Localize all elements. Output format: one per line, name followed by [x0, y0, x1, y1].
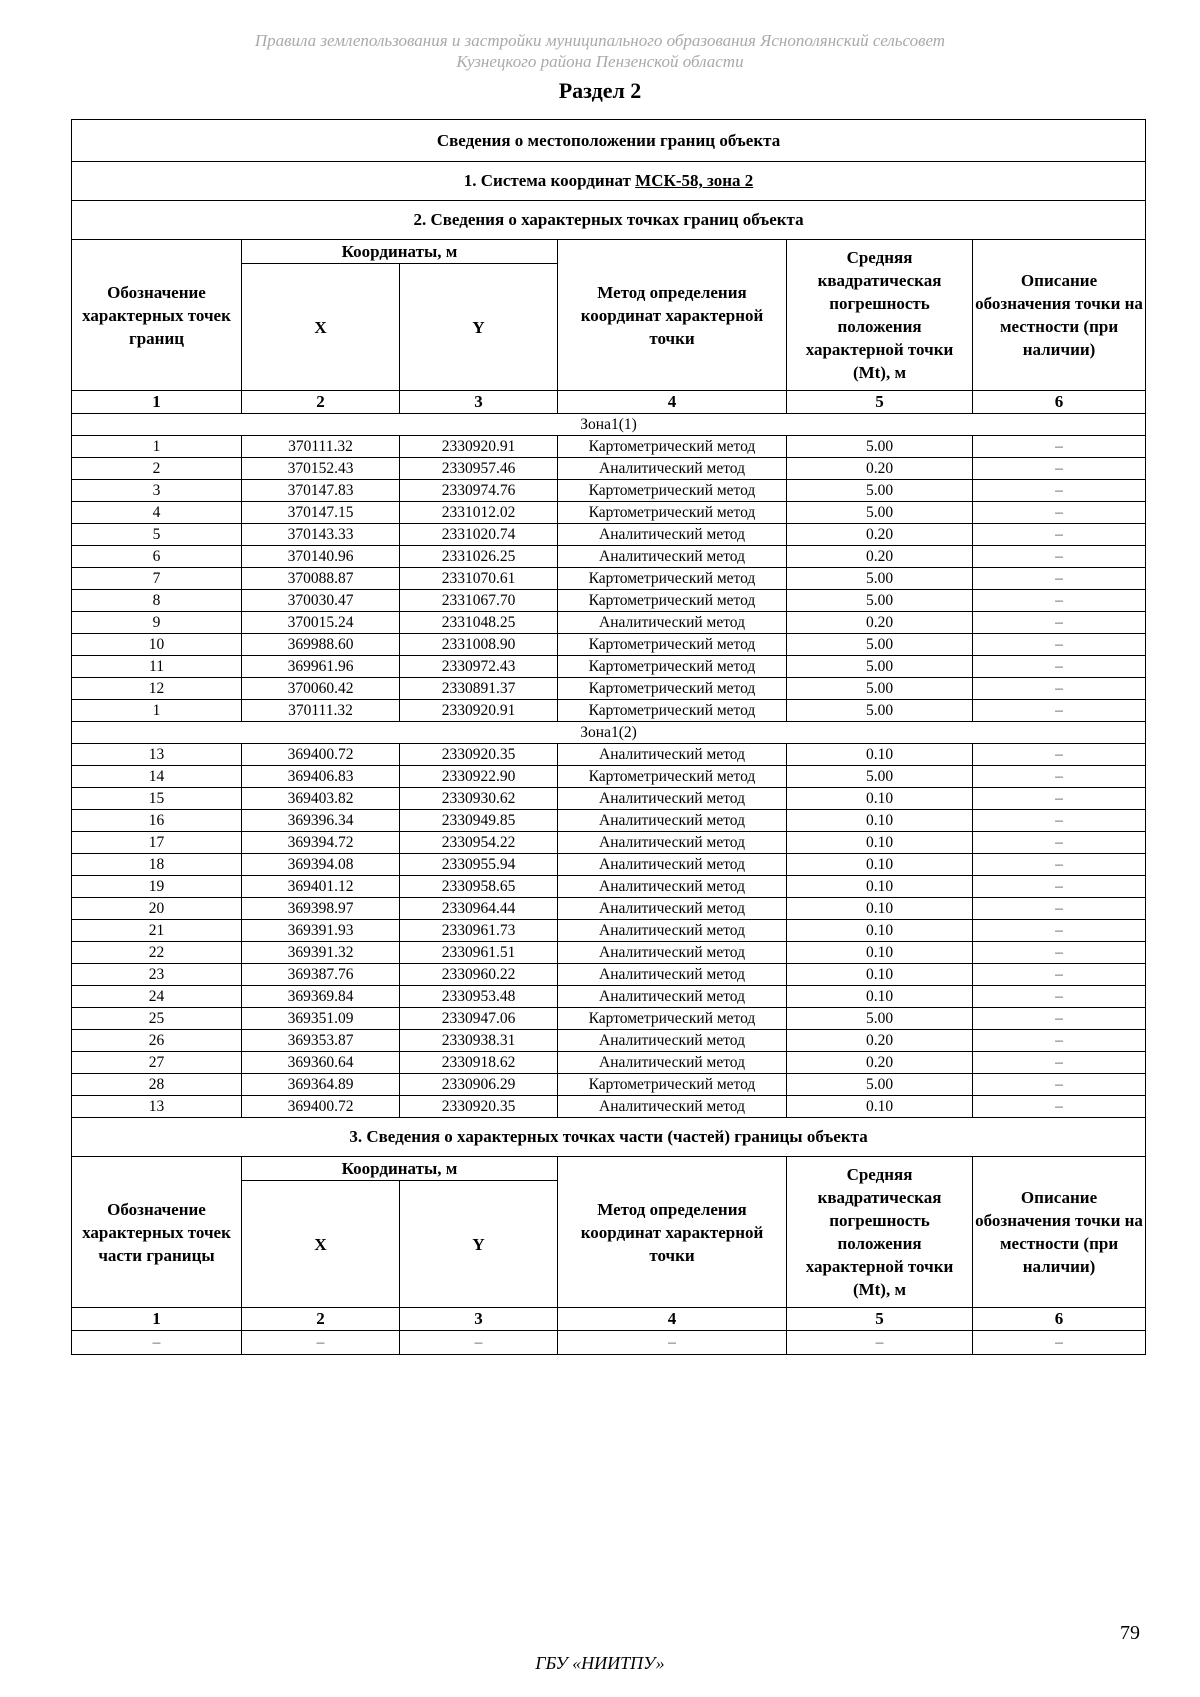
- table-row: [72, 458, 1146, 480]
- coord-y: 2331067.70: [400, 590, 558, 612]
- col-header-error: [787, 240, 973, 391]
- table-row: [72, 854, 1146, 876]
- error-value: 0.20: [787, 612, 973, 634]
- point-number: 11: [72, 656, 242, 678]
- point-number: 23: [72, 964, 242, 986]
- point-number: 14: [72, 766, 242, 788]
- table-row: [72, 524, 1146, 546]
- error-value: 5.00: [787, 436, 973, 458]
- part3-col-header-x: X: [242, 1181, 400, 1308]
- part3-cell: –: [72, 1331, 242, 1355]
- point-number: 28: [72, 1074, 242, 1096]
- coord-y: 2330938.31: [400, 1030, 558, 1052]
- point-number: 3: [72, 480, 242, 502]
- table-row: [72, 1030, 1146, 1052]
- coord-x: 370088.87: [242, 568, 400, 590]
- error-value: 0.10: [787, 854, 973, 876]
- coord-y: 2330918.62: [400, 1052, 558, 1074]
- coord-x: 369387.76: [242, 964, 400, 986]
- coord-y: 2331008.90: [400, 634, 558, 656]
- coord-x: 369369.84: [242, 986, 400, 1008]
- method: Аналитический метод: [558, 458, 787, 480]
- point-number: 26: [72, 1030, 242, 1052]
- error-value: 0.10: [787, 744, 973, 766]
- part3-col-header-method: Метод определения координат характерной точки: [558, 1157, 787, 1308]
- point-number: 13: [72, 744, 242, 766]
- part3-table-row: [72, 1331, 1146, 1355]
- header-line-2: Кузнецкого района Пензенской области: [456, 52, 744, 71]
- part3-cell: –: [400, 1331, 558, 1355]
- column-number: 4: [558, 391, 787, 414]
- error-value: 0.10: [787, 832, 973, 854]
- table-row: [72, 678, 1146, 700]
- description: –: [973, 502, 1146, 524]
- coord-x: 369391.32: [242, 942, 400, 964]
- description: –: [973, 524, 1146, 546]
- method: Картометрический метод: [558, 700, 787, 722]
- column-number: 3: [400, 1308, 558, 1331]
- part3-title: 3. Сведения о характерных точках части (частей) границы объекта: [72, 1118, 1146, 1157]
- coord-x: 370015.24: [242, 612, 400, 634]
- method: Аналитический метод: [558, 546, 787, 568]
- coord-x: 370143.33: [242, 524, 400, 546]
- zone-row: [72, 722, 1146, 744]
- coord-y: 2330964.44: [400, 898, 558, 920]
- description: –: [973, 1030, 1146, 1052]
- point-number: 22: [72, 942, 242, 964]
- coord-x: 370147.15: [242, 502, 400, 524]
- error-value: 5.00: [787, 590, 973, 612]
- coord-x: 369403.82: [242, 788, 400, 810]
- method: Аналитический метод: [558, 1096, 787, 1118]
- error-value: 0.10: [787, 898, 973, 920]
- document-header: [0, 30, 1200, 72]
- description: –: [973, 1008, 1146, 1030]
- part3-column-number-row: [72, 1308, 1146, 1331]
- description: –: [973, 942, 1146, 964]
- method: Аналитический метод: [558, 854, 787, 876]
- method: Картометрический метод: [558, 766, 787, 788]
- col-header-designation: Обозначение характерных точек границ: [72, 240, 242, 391]
- part2-title: 2. Сведения о характерных точках границ объекта: [72, 201, 1146, 240]
- error-value: 5.00: [787, 480, 973, 502]
- boundary-table: [71, 119, 1146, 1355]
- part2-title-row: [72, 201, 1146, 240]
- coord-y: 2330957.46: [400, 458, 558, 480]
- method: Картометрический метод: [558, 678, 787, 700]
- coord-x: 370111.32: [242, 700, 400, 722]
- point-number: 2: [72, 458, 242, 480]
- coord-y: 2330974.76: [400, 480, 558, 502]
- part3-col-header-error: Средняя квадратическая погрешность положения характерной точки (Mt), м: [787, 1157, 973, 1308]
- point-number: 1: [72, 700, 242, 722]
- method: Аналитический метод: [558, 832, 787, 854]
- coord-x: 369400.72: [242, 1096, 400, 1118]
- point-number: 5: [72, 524, 242, 546]
- table-row: [72, 656, 1146, 678]
- description: –: [973, 1074, 1146, 1096]
- method: Картометрический метод: [558, 656, 787, 678]
- description: –: [973, 744, 1146, 766]
- point-number: 13: [72, 1096, 242, 1118]
- column-number: 1: [72, 391, 242, 414]
- table-row: [72, 546, 1146, 568]
- error-value: 0.20: [787, 1030, 973, 1052]
- col-header-y: Y: [400, 264, 558, 391]
- column-number: 4: [558, 1308, 787, 1331]
- table-row: [72, 590, 1146, 612]
- coord-y: 2330961.73: [400, 920, 558, 942]
- column-number: 2: [242, 391, 400, 414]
- error-value: 5.00: [787, 766, 973, 788]
- part3-title-row: [72, 1118, 1146, 1157]
- column-number: 3: [400, 391, 558, 414]
- method: Аналитический метод: [558, 942, 787, 964]
- point-number: 10: [72, 634, 242, 656]
- coord-system-value: МСК-58, зона 2: [635, 171, 754, 190]
- col-header-coords: Координаты, м: [242, 240, 558, 264]
- coord-x: 370111.32: [242, 436, 400, 458]
- coord-y: 2330891.37: [400, 678, 558, 700]
- coord-y: 2330922.90: [400, 766, 558, 788]
- coord-y: 2330955.94: [400, 854, 558, 876]
- coord-x: 369400.72: [242, 744, 400, 766]
- table-row: [72, 480, 1146, 502]
- point-number: 8: [72, 590, 242, 612]
- table-row: [72, 1074, 1146, 1096]
- coord-y: 2330953.48: [400, 986, 558, 1008]
- table-row: [72, 1096, 1146, 1118]
- coord-y: 2330920.35: [400, 744, 558, 766]
- table-title: Сведения о местоположении границ объекта: [72, 120, 1146, 162]
- description: –: [973, 810, 1146, 832]
- error-value: 5.00: [787, 656, 973, 678]
- description: –: [973, 898, 1146, 920]
- coord-y: 2330954.22: [400, 832, 558, 854]
- section-title: Раздел 2: [558, 78, 642, 103]
- coord-y: 2330930.62: [400, 788, 558, 810]
- description: –: [973, 678, 1146, 700]
- error-value: 5.00: [787, 568, 973, 590]
- part3-cell: –: [973, 1331, 1146, 1355]
- method: Аналитический метод: [558, 788, 787, 810]
- point-number: 24: [72, 986, 242, 1008]
- coord-x: 370060.42: [242, 678, 400, 700]
- method: Картометрический метод: [558, 480, 787, 502]
- coord-y: 2331048.25: [400, 612, 558, 634]
- coord-system-label: 1. Система координат: [463, 171, 631, 190]
- description: –: [973, 546, 1146, 568]
- table-row: [72, 788, 1146, 810]
- point-number: 20: [72, 898, 242, 920]
- header-row-top: [72, 240, 1146, 264]
- table-row: [72, 612, 1146, 634]
- document-footer: ГБУ «НИИТПУ»: [535, 1653, 665, 1673]
- coord-x: 369394.08: [242, 854, 400, 876]
- coord-x: 369961.96: [242, 656, 400, 678]
- error-value: 5.00: [787, 1074, 973, 1096]
- table-row: [72, 876, 1146, 898]
- point-number: 27: [72, 1052, 242, 1074]
- method: Картометрический метод: [558, 1008, 787, 1030]
- column-number: 2: [242, 1308, 400, 1331]
- coord-x: 370152.43: [242, 458, 400, 480]
- coord-x: 370030.47: [242, 590, 400, 612]
- description: –: [973, 986, 1146, 1008]
- method: Аналитический метод: [558, 964, 787, 986]
- error-value: 0.20: [787, 546, 973, 568]
- part3-col-header-coords: Координаты, м: [242, 1157, 558, 1181]
- table-title-row: [72, 120, 1146, 162]
- table-row: [72, 898, 1146, 920]
- method: Аналитический метод: [558, 1052, 787, 1074]
- method: Картометрический метод: [558, 1074, 787, 1096]
- method: Картометрический метод: [558, 590, 787, 612]
- coord-y: 2330947.06: [400, 1008, 558, 1030]
- description: –: [973, 788, 1146, 810]
- description: –: [973, 1052, 1146, 1074]
- description: –: [973, 854, 1146, 876]
- error-value: 0.10: [787, 964, 973, 986]
- coord-y: 2330906.29: [400, 1074, 558, 1096]
- error-value: 5.00: [787, 700, 973, 722]
- error-value: 0.10: [787, 876, 973, 898]
- point-number: 12: [72, 678, 242, 700]
- table-row: [72, 942, 1146, 964]
- description: –: [973, 766, 1146, 788]
- error-value: 0.10: [787, 986, 973, 1008]
- point-number: 6: [72, 546, 242, 568]
- col-header-description: Описание обозначения точки на местности (при наличии): [973, 240, 1146, 391]
- description: –: [973, 876, 1146, 898]
- coord-x: 369401.12: [242, 876, 400, 898]
- method: Аналитический метод: [558, 612, 787, 634]
- table-row: [72, 502, 1146, 524]
- table-row: [72, 568, 1146, 590]
- coord-x: 369398.97: [242, 898, 400, 920]
- coord-x: 369360.64: [242, 1052, 400, 1074]
- error-value: 5.00: [787, 502, 973, 524]
- description: –: [973, 612, 1146, 634]
- part3-header-row-top: [72, 1157, 1146, 1181]
- error-value: 0.20: [787, 458, 973, 480]
- method: Аналитический метод: [558, 810, 787, 832]
- table-row: [72, 920, 1146, 942]
- error-value: 0.20: [787, 1052, 973, 1074]
- coord-y: 2330920.91: [400, 436, 558, 458]
- column-number: 6: [973, 1308, 1146, 1331]
- point-number: 15: [72, 788, 242, 810]
- col-header-error-text: Средняя квадратическая погрешность положения характерной точки (Mt), м: [805, 248, 954, 382]
- table-row: [72, 1052, 1146, 1074]
- method: Картометрический метод: [558, 436, 787, 458]
- table-row: [72, 634, 1146, 656]
- description: –: [973, 832, 1146, 854]
- description: –: [973, 1096, 1146, 1118]
- coord-x: 369988.60: [242, 634, 400, 656]
- description: –: [973, 634, 1146, 656]
- point-number: 25: [72, 1008, 242, 1030]
- table-row: [72, 986, 1146, 1008]
- page-number: 79: [1120, 1622, 1140, 1644]
- method: Картометрический метод: [558, 634, 787, 656]
- method: Аналитический метод: [558, 744, 787, 766]
- table-row: [72, 766, 1146, 788]
- coord-y: 2330961.51: [400, 942, 558, 964]
- method: Картометрический метод: [558, 568, 787, 590]
- point-number: 16: [72, 810, 242, 832]
- error-value: 0.10: [787, 810, 973, 832]
- description: –: [973, 964, 1146, 986]
- coord-y: 2331026.25: [400, 546, 558, 568]
- point-number: 9: [72, 612, 242, 634]
- coord-x: 369394.72: [242, 832, 400, 854]
- point-number: 7: [72, 568, 242, 590]
- coord-y: 2331070.61: [400, 568, 558, 590]
- error-value: 0.10: [787, 788, 973, 810]
- coord-x: 370140.96: [242, 546, 400, 568]
- description: –: [973, 700, 1146, 722]
- coord-y: 2330920.35: [400, 1096, 558, 1118]
- column-number-row: [72, 391, 1146, 414]
- table-row: [72, 1008, 1146, 1030]
- part3-cell: –: [787, 1331, 973, 1355]
- table-row: [72, 832, 1146, 854]
- table-row: [72, 810, 1146, 832]
- col-header-x: X: [242, 264, 400, 391]
- method: Аналитический метод: [558, 876, 787, 898]
- part3-col-header-designation: Обозначение характерных точек части границы: [72, 1157, 242, 1308]
- method: Картометрический метод: [558, 502, 787, 524]
- error-value: 0.10: [787, 942, 973, 964]
- col-header-method: Метод определения координат характерной точки: [558, 240, 787, 391]
- description: –: [973, 436, 1146, 458]
- table-row: [72, 700, 1146, 722]
- method: Аналитический метод: [558, 986, 787, 1008]
- coord-y: 2330920.91: [400, 700, 558, 722]
- part3-col-header-description: Описание обозначения точки на местности (при наличии): [973, 1157, 1146, 1308]
- column-number: 5: [787, 1308, 973, 1331]
- description: –: [973, 656, 1146, 678]
- coord-x: 369406.83: [242, 766, 400, 788]
- error-value: 0.10: [787, 920, 973, 942]
- coord-x: 370147.83: [242, 480, 400, 502]
- method: Аналитический метод: [558, 920, 787, 942]
- error-value: 0.10: [787, 1096, 973, 1118]
- header-line-1: Правила землепользования и застройки муниципального образования Яснополянский сельсовет: [254, 31, 946, 50]
- description: –: [973, 568, 1146, 590]
- table-row: [72, 744, 1146, 766]
- coord-x: 369391.93: [242, 920, 400, 942]
- part3-cell: –: [558, 1331, 787, 1355]
- coord-y: 2330960.22: [400, 964, 558, 986]
- point-number: 4: [72, 502, 242, 524]
- coord-y: 2331020.74: [400, 524, 558, 546]
- point-number: 18: [72, 854, 242, 876]
- method: Аналитический метод: [558, 524, 787, 546]
- coord-x: 369396.34: [242, 810, 400, 832]
- coord-x: 369353.87: [242, 1030, 400, 1052]
- coord-system-row: [72, 162, 1146, 201]
- error-value: 0.20: [787, 524, 973, 546]
- part3-col-header-y: Y: [400, 1181, 558, 1308]
- point-number: 1: [72, 436, 242, 458]
- zone-label: Зона1(2): [72, 722, 1146, 744]
- point-number: 19: [72, 876, 242, 898]
- error-value: 5.00: [787, 1008, 973, 1030]
- error-value: 5.00: [787, 678, 973, 700]
- point-number: 17: [72, 832, 242, 854]
- table-row: [72, 964, 1146, 986]
- column-number: 1: [72, 1308, 242, 1331]
- method: Аналитический метод: [558, 1030, 787, 1052]
- description: –: [973, 920, 1146, 942]
- part3-cell: –: [242, 1331, 400, 1355]
- zone-row: [72, 414, 1146, 436]
- coord-y: 2331012.02: [400, 502, 558, 524]
- description: –: [973, 590, 1146, 612]
- coord-x: 369351.09: [242, 1008, 400, 1030]
- coord-y: 2330958.65: [400, 876, 558, 898]
- method: Аналитический метод: [558, 898, 787, 920]
- coord-x: 369364.89: [242, 1074, 400, 1096]
- column-number: 5: [787, 391, 973, 414]
- coord-y: 2330972.43: [400, 656, 558, 678]
- error-value: 5.00: [787, 634, 973, 656]
- description: –: [973, 480, 1146, 502]
- table-row: [72, 436, 1146, 458]
- zone-label: Зона1(1): [72, 414, 1146, 436]
- coord-y: 2330949.85: [400, 810, 558, 832]
- point-number: 21: [72, 920, 242, 942]
- column-number: 6: [973, 391, 1146, 414]
- description: –: [973, 458, 1146, 480]
